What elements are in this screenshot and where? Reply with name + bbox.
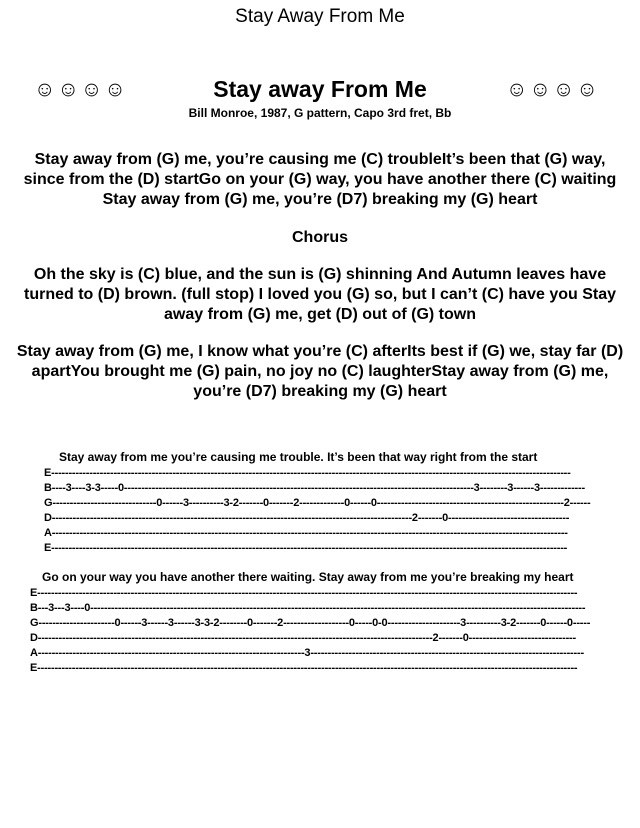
lyric-line: Oh the sky is (C) blue, and the sun is (G) shinning And Autumn leaves have: [33, 266, 607, 283]
lyric-line: since from the (D) startGo on your (G) way, you have another there (C) waiting: [23, 171, 617, 188]
lyric-line: apartYou brought me (G) pain, no joy no (C) laughterStay away from (G) me,: [31, 363, 609, 380]
tab-string-line: E------------------------------------------------------------------------------------------------------------------------------------------------------------: [30, 587, 578, 599]
lyric-line: you’re (D7) breaking my (G) heart: [193, 383, 447, 400]
tab-string-line: E------------------------------------------------------------------------------------------------------------------------------------------------------------: [30, 662, 578, 674]
tab-string-line: A-----------------------------------------------------------------------------3-------------------------------------------------------------------------------: [30, 647, 584, 659]
lyric-line: Stay away from (G) me, you’re (D7) breaking my (G) heart: [102, 191, 538, 208]
smiley-icons-right: ☺☺☺☺: [506, 78, 600, 101]
tab-string-line: D--------------------------------------------------------------------------------------------------------2-------0-----------------------------------: [44, 512, 570, 524]
verse-2: [0, 342, 640, 402]
lyric-line: turned to (D) brown. (full stop) I loved you (G) so, but I can’t (C) have you Stay: [24, 286, 616, 303]
tab-string-line: B----3----3-3-----0-----------------------------------------------------------------------------------------------------3--------3------3-------------: [44, 482, 585, 494]
page-header: Stay Away From Me: [235, 6, 405, 27]
tab-string-line: E-----------------------------------------------------------------------------------------------------------------------------------------------------: [44, 542, 568, 554]
tab-string-line: B---3---3----0-----------------------------------------------------------------------------------------------------------------------------------------------: [30, 602, 586, 614]
song-subtitle: Bill Monroe, 1987, G pattern, Capo 3rd fret, Bb: [188, 106, 452, 120]
smiley-icons-left: ☺☺☺☺: [34, 78, 128, 101]
chorus-label: Chorus: [292, 229, 348, 246]
title-row: [0, 76, 640, 106]
song-title: Stay away From Me: [213, 76, 427, 102]
verse-1: [0, 150, 640, 210]
tab-string-line: G----------------------0------3------3------3-3-2--------0-------2-------------------0-----0-0---------------------3----------3-2-------0------0-----: [30, 617, 591, 629]
tab-caption: Stay away from me you’re causing me trouble. It’s been that way right from the start: [59, 450, 538, 464]
tab-string-line: A-----------------------------------------------------------------------------------------------------------------------------------------------------: [44, 527, 568, 539]
tab-string-line: E------------------------------------------------------------------------------------------------------------------------------------------------------: [44, 467, 571, 479]
chorus: [0, 265, 640, 325]
lyric-line: Stay away from (G) me, you’re causing me (C) troubleIt’s been that (G) way,: [34, 151, 606, 168]
lyric-line: away from (G) me, get (D) out of (G) town: [164, 306, 476, 323]
lyric-line: Stay away from (G) me, I know what you’re (C) afterIts best if (G) we, stay far (D): [16, 343, 624, 360]
tab-string-line: D------------------------------------------------------------------------------------------------------------------2-------0-------------------------------: [30, 632, 576, 644]
tab-caption: Go on your way you have another there waiting. Stay away from me you’re breaking my heart: [42, 570, 574, 584]
tab-string-line: G------------------------------0------3----------3-2-------0-------2-------------0------0------------------------------------------------------2------: [44, 497, 591, 509]
